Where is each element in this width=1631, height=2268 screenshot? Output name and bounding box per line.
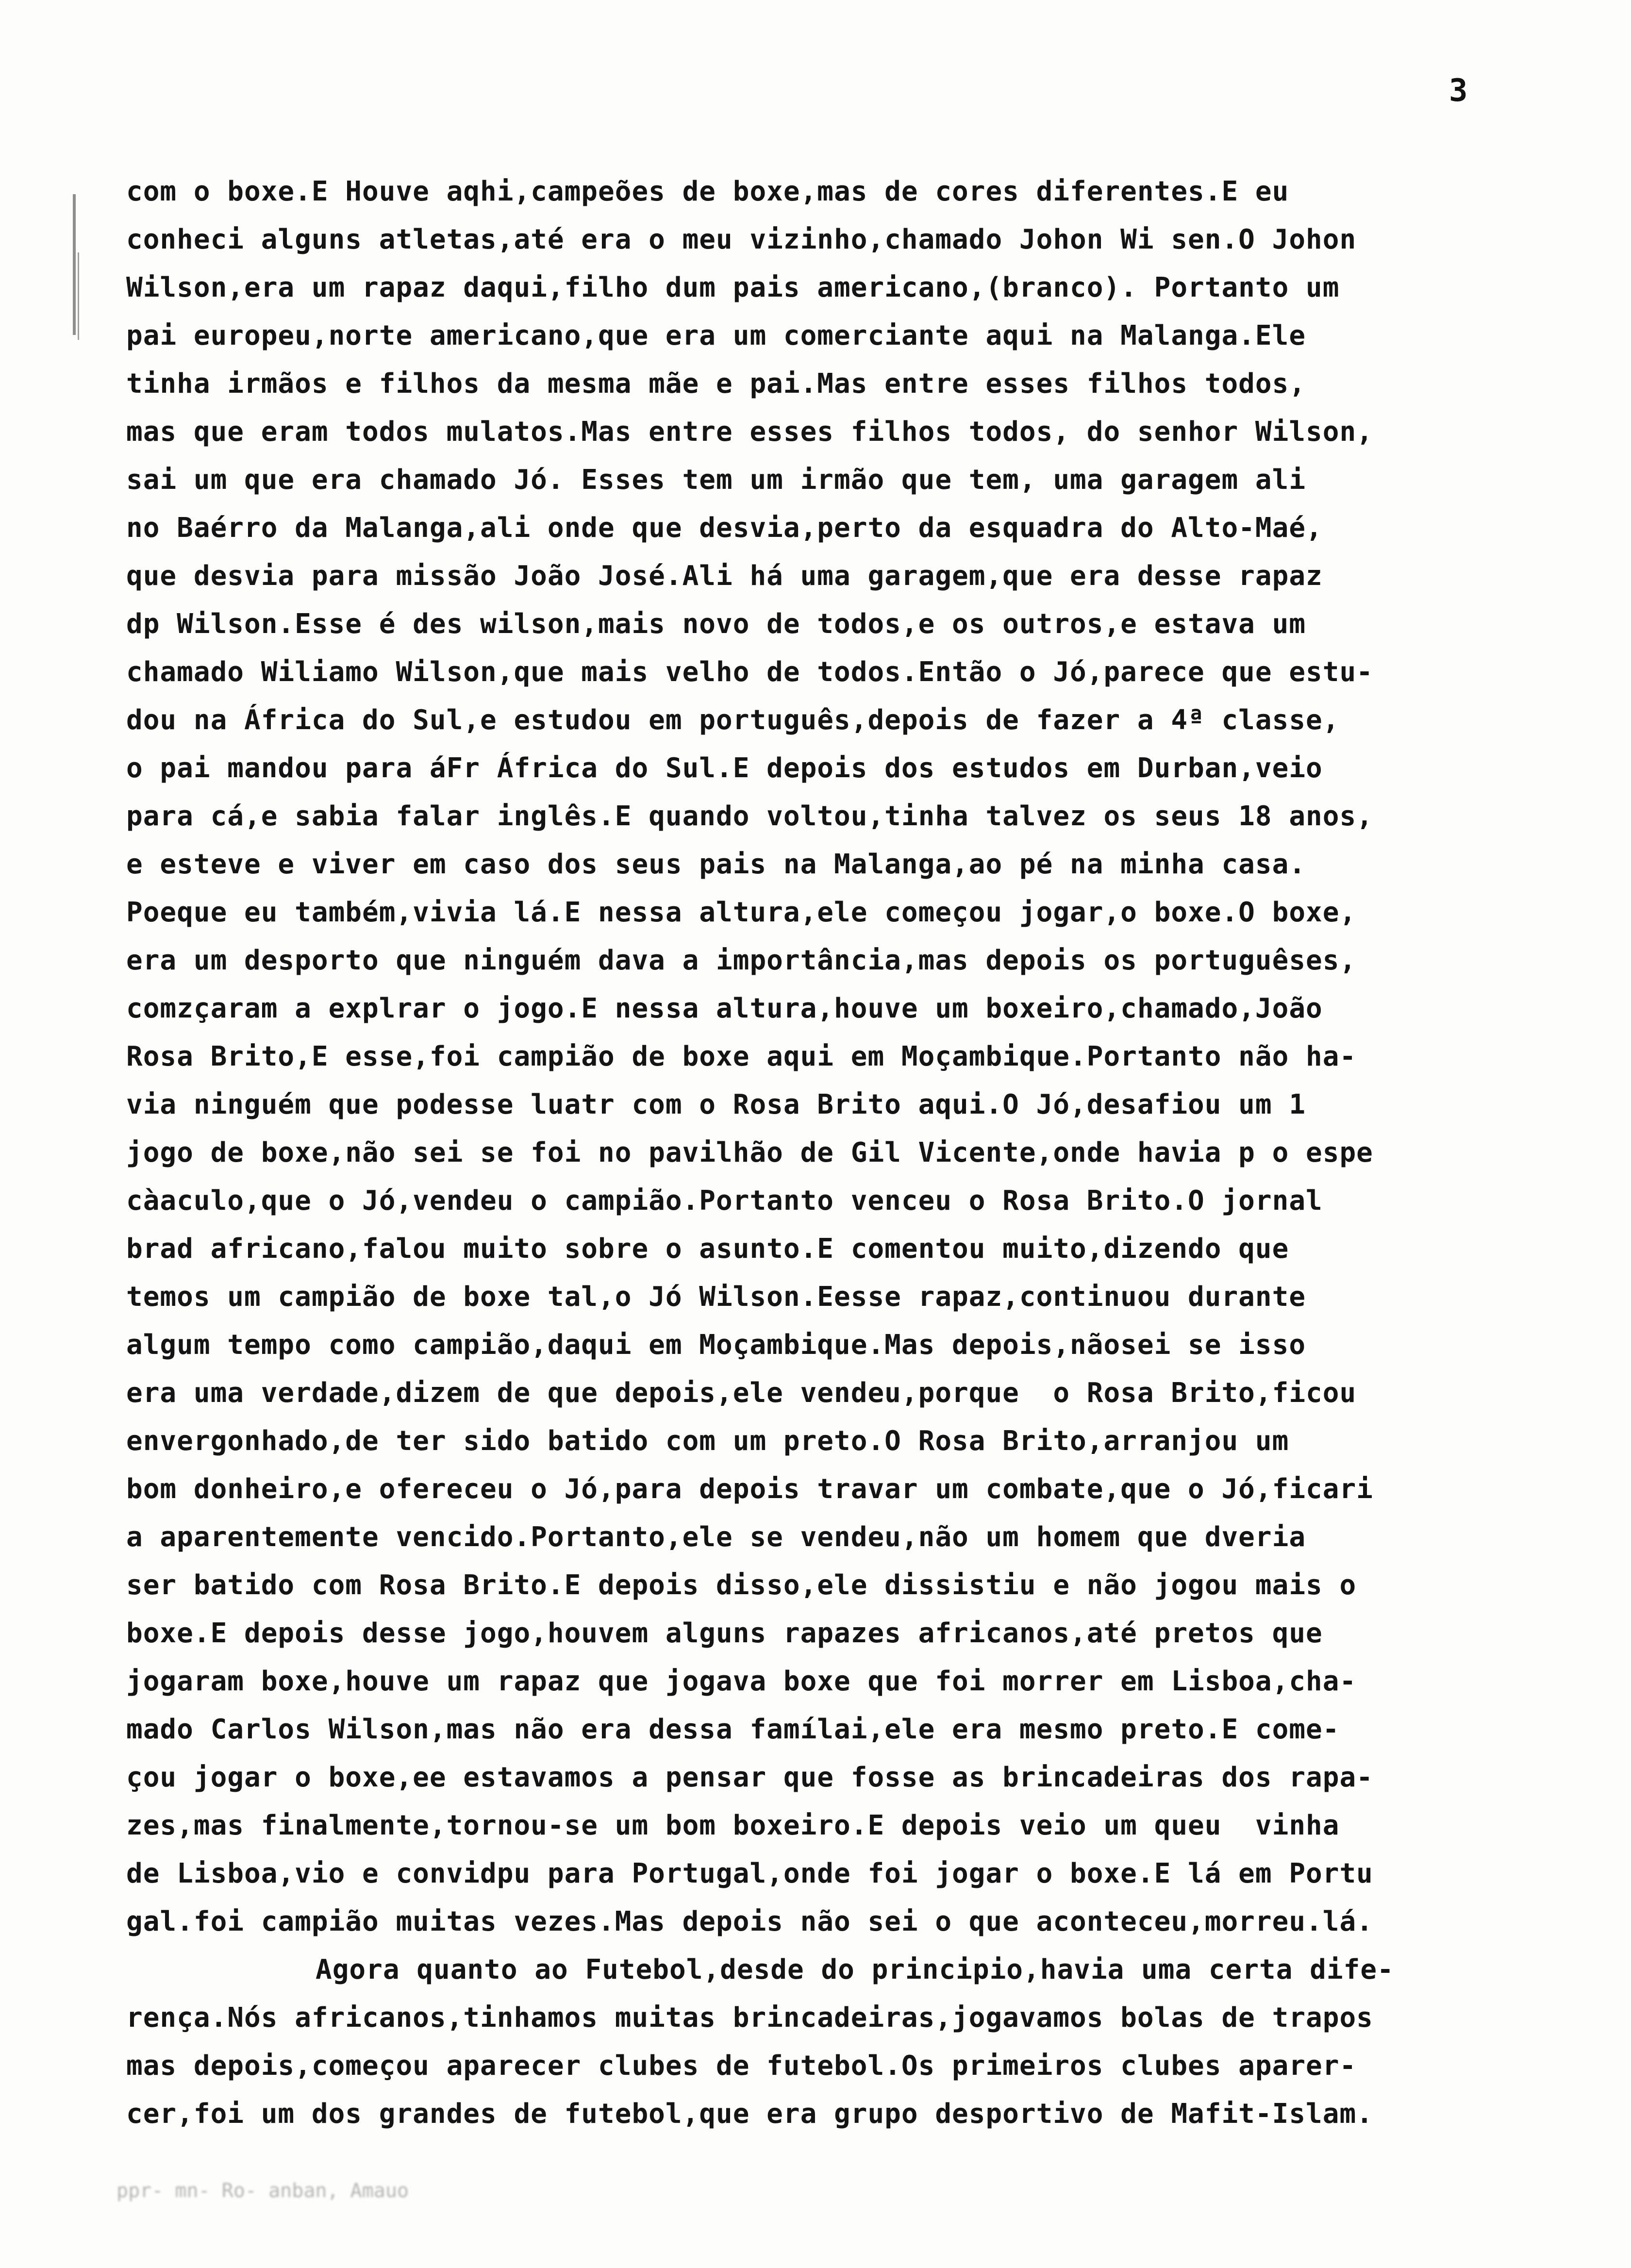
page-number: 3 bbox=[1449, 73, 1468, 109]
text-line: com o boxe.E Houve aqhi,campeões de boxe,mas de cores diferentes.E eu bbox=[126, 176, 1289, 207]
text-line: brad africano,falou muito sobre o asunto.E comentou muito,dizendo que bbox=[126, 1233, 1289, 1265]
typed-text-body bbox=[126, 167, 1592, 2138]
text-line: de Lisboa,vio e convidpu para Portugal,onde foi jogar o boxe.E lá em Portu bbox=[126, 1858, 1373, 1889]
text-line: Rosa Brito,E esse,foi campião de boxe aqui em Moçambique.Portanto não ha- bbox=[126, 1041, 1357, 1072]
text-line: zes,mas finalmente,tornou-se um bom boxeiro.E depois veio um queu vinha bbox=[126, 1810, 1340, 1841]
text-line: çou jogar o boxe,ee estavamos a pensar que fosse as brincadeiras dos rapa- bbox=[126, 1762, 1373, 1793]
text-line: mas depois,começou aparecer clubes de futebol.Os primeiros clubes aparer- bbox=[126, 2050, 1357, 2082]
margin-pen-mark bbox=[73, 194, 76, 335]
paragraph-first-line: Agora quanto ao Futebol,desde do principio,havia uma certa dife- bbox=[316, 1954, 1394, 1985]
text-line: jogo de boxe,não sei se foi no pavilhão de Gil Vicente,onde havia p o espe bbox=[126, 1137, 1373, 1168]
text-line: sai um que era chamado Jó. Esses tem um irmão que tem, uma garagem ali bbox=[126, 464, 1306, 496]
text-line: via ninguém que podesse luatr com o Rosa Brito aqui.O Jó,desafiou um 1 bbox=[126, 1089, 1306, 1120]
margin-pen-mark bbox=[78, 252, 79, 340]
text-line: càaculo,que o Jó,vendeu o campião.Portanto venceu o Rosa Brito.O jornal bbox=[126, 1185, 1323, 1217]
text-line: rença.Nós africanos,tinhamos muitas brincadeiras,jogavamos bolas de trapos bbox=[126, 2002, 1373, 2034]
text-line: bom donheiro,e ofereceu o Jó,para depois travar um combate,que o Jó,ficari bbox=[126, 1473, 1373, 1505]
text-line: para cá,e sabia falar inglês.E quando voltou,tinha talvez os seus 18 anos, bbox=[126, 800, 1373, 832]
text-line: era uma verdade,dizem de que depois,ele vendeu,porque o Rosa Brito,ficou bbox=[126, 1377, 1357, 1409]
text-line: que desvia para missão João José.Ali há uma garagem,que era desse rapaz bbox=[126, 560, 1323, 592]
text-line: jogaram boxe,houve um rapaz que jogava boxe que foi morrer em Lisboa,cha- bbox=[126, 1666, 1357, 1697]
text-line: o pai mandou para áFr África do Sul.E depois dos estudos em Durban,veio bbox=[126, 752, 1323, 784]
text-line: era um desporto que ninguém dava a importância,mas depois os portuguêses, bbox=[126, 945, 1357, 976]
text-line: comzçaram a explrar o jogo.E nessa altura,houve um boxeiro,chamado,João bbox=[126, 993, 1323, 1024]
text-line: tinha irmãos e filhos da mesma mãe e pai.Mas entre esses filhos todos, bbox=[126, 368, 1306, 400]
text-line: a aparentemente vencido.Portanto,ele se vendeu,não um homem que dveria bbox=[126, 1521, 1306, 1553]
text-line: Wilson,era um rapaz daqui,filho dum pais americano,(branco). Portanto um bbox=[126, 272, 1340, 303]
text-line: boxe.E depois desse jogo,houvem alguns rapazes africanos,até pretos que bbox=[126, 1618, 1323, 1649]
text-line: dp Wilson.Esse é des wilson,mais novo de todos,e os outros,e estava um bbox=[126, 608, 1306, 640]
text-line: no Baérro da Malanga,ali onde que desvia,perto da esquadra do Alto-Maé, bbox=[126, 512, 1323, 544]
text-line: Poeque eu também,vivia lá.E nessa altura,ele começou jogar,o boxe.O boxe, bbox=[126, 897, 1357, 928]
text-line: ser batido com Rosa Brito.E depois disso,ele dissistiu e não jogou mais o bbox=[126, 1569, 1357, 1601]
text-line: mado Carlos Wilson,mas não era dessa famílai,ele era mesmo preto.E come- bbox=[126, 1714, 1340, 1745]
text-line: conheci alguns atletas,até era o meu vizinho,chamado Johon Wi sen.O Johon bbox=[126, 224, 1357, 255]
text-line: envergonhado,de ter sido batido com um preto.O Rosa Brito,arranjou um bbox=[126, 1425, 1289, 1457]
text-line: chamado Wiliamo Wilson,que mais velho de todos.Então o Jó,parece que estu- bbox=[126, 656, 1373, 688]
text-line: pai europeu,norte americano,que era um comerciante aqui na Malanga.Ele bbox=[126, 320, 1306, 351]
text-line: gal.foi campião muitas vezes.Mas depois não sei o que aconteceu,morreu.lá. bbox=[126, 1906, 1373, 1937]
text-line: cer,foi um dos grandes de futebol,que era grupo desportivo de Mafit-Islam. bbox=[126, 2098, 1373, 2130]
text-line: e esteve e viver em caso dos seus pais na Malanga,ao pé na minha casa. bbox=[126, 849, 1306, 880]
text-line: dou na África do Sul,e estudou em português,depois de fazer a 4ª classe, bbox=[126, 704, 1340, 736]
faded-footer-text: ppr- mn- Ro- anban, Amauo bbox=[116, 2180, 409, 2202]
text-line: mas que eram todos mulatos.Mas entre esses filhos todos, do senhor Wilson, bbox=[126, 416, 1373, 448]
text-line: algum tempo como campião,daqui em Moçambique.Mas depois,nãosei se isso bbox=[126, 1329, 1306, 1361]
text-line: temos um campião de boxe tal,o Jó Wilson.Eesse rapaz,continuou durante bbox=[126, 1281, 1306, 1313]
